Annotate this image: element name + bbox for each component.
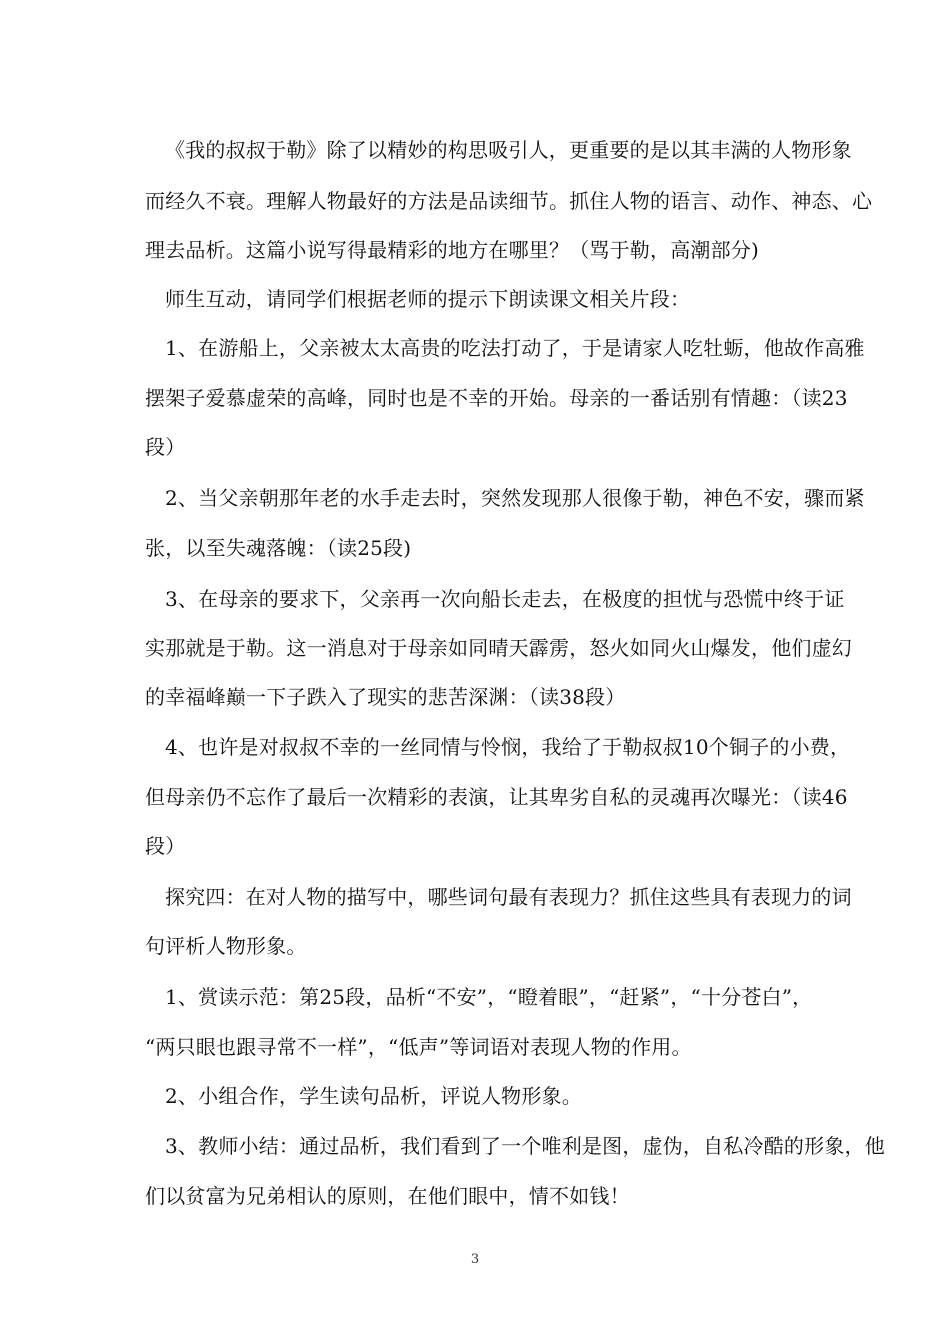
paragraph-line: 4、也许是对叔叔不幸的一丝同情与怜悯，我给了于勒叔叔10个铜子的小费，	[165, 735, 851, 759]
paragraph-line: 摆架子爱慕虚荣的高峰，同时也是不幸的开始。母亲的一番话别有情趣：（读23	[145, 386, 848, 410]
paragraph-line: 句评析人物形象。	[145, 934, 307, 958]
paragraph-line: 1、赏读示范：第25段，品析“不安”，“瞪着眼”，“赶紧”，“十分苍白”，	[165, 985, 813, 1009]
paragraph-line: 段）	[145, 435, 186, 459]
paragraph-line: 3、在母亲的要求下，父亲再一次向船长走去，在极度的担忧与恐慌中终于证	[165, 587, 845, 611]
paragraph-line: 《我的叔叔于勒》除了以精妙的构思吸引人，更重要的是以其丰满的人物形象	[165, 138, 852, 162]
paragraph-line: 的幸福峰巅一下子跌入了现实的悲苦深渊：（读38段）	[145, 685, 626, 709]
paragraph-line: 师生互动，请同学们根据老师的提示下朗读课文相关片段：	[165, 287, 691, 311]
paragraph-line: 实那就是于勒。这一消息对于母亲如同晴天霹雳，怒火如同火山爆发，他们虚幻	[145, 636, 852, 660]
paragraph-line: 2、当父亲朝那年老的水手走去时，突然发现那人很像于勒，神色不安，骤而紧	[165, 486, 865, 510]
paragraph-line: 而经久不衰。理解人物最好的方法是品读细节。抓住人物的语言、动作、神态、心	[145, 189, 873, 213]
paragraph-line: 段）	[145, 834, 186, 858]
page-number: 3	[470, 1252, 480, 1267]
paragraph-line: 探究四：在对人物的描写中，哪些词句最有表现力？抓住这些具有表现力的词	[165, 885, 852, 909]
paragraph-line: 们以贫富为兄弟相认的原则，在他们眼中，情不如钱！	[145, 1184, 630, 1208]
paragraph-line: 3、教师小结：通过品析，我们看到了一个唯利是图，虚伪，自私冷酷的形象，他	[165, 1134, 885, 1158]
paragraph-line: 理去品析。这篇小说写得最精彩的地方在哪里？（骂于勒，高潮部分)	[145, 238, 760, 262]
paragraph-line: 张，以至失魂落魄：（读25段)	[145, 536, 412, 560]
paragraph-line: 但母亲仍不忘作了最后一次精彩的表演，让其卑劣自私的灵魂再次曝光：（读46	[145, 785, 848, 809]
paragraph-line: “两只眼也跟寻常不一样”，“低声”等词语对表现人物的作用。	[145, 1035, 692, 1059]
paragraph-line: 2、小组合作，学生读句品析，评说人物形象。	[165, 1084, 582, 1108]
paragraph-line: 1、在游船上，父亲被太太高贵的吃法打动了，于是请家人吃牡蛎，他故作高雅	[165, 336, 865, 360]
